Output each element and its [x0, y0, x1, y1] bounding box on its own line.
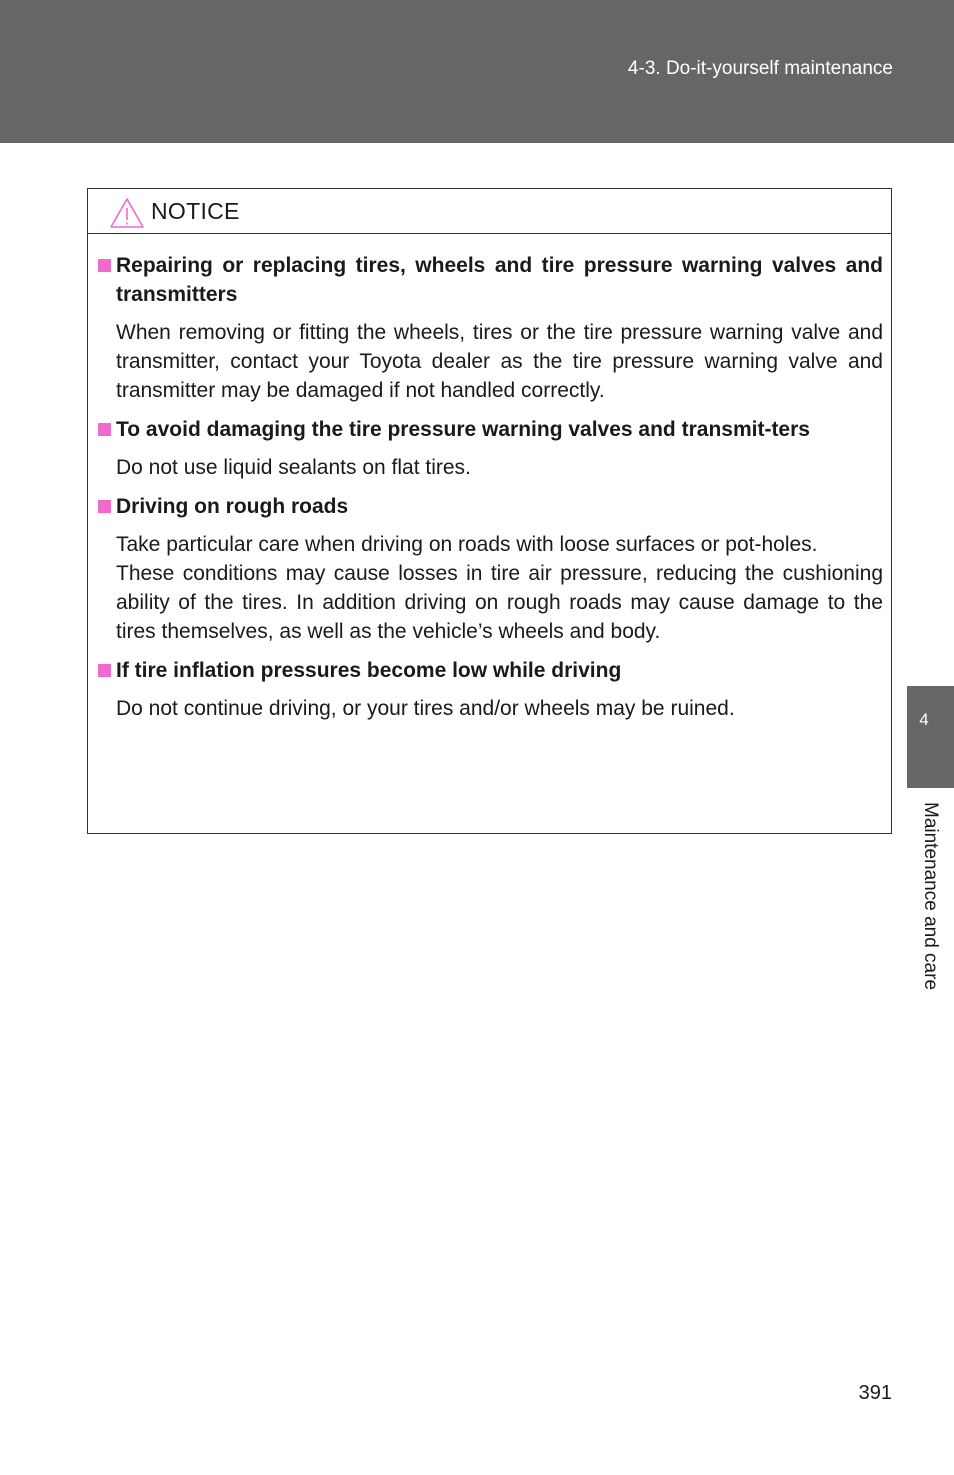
pink-square-bullet-icon [98, 500, 111, 513]
notice-item-heading: To avoid damaging the tire pressure warning valves and transmit-ters [96, 415, 883, 444]
notice-item-heading: Driving on rough roads [96, 492, 883, 521]
notice-item [96, 251, 883, 405]
notice-item-text: When removing or fitting the wheels, tires or the tire pressure warning valve and transmitter, contact your Toyota dealer as the tire pressure warning valve and transmitter may be damaged if not handled correctly. [116, 321, 883, 402]
pink-square-bullet-icon [98, 423, 111, 436]
notice-item-heading: Repairing or replacing tires, wheels and tire pressure warning valves and transmitters [96, 251, 883, 309]
notice-header [88, 189, 891, 234]
notice-item-text: Do not continue driving, or your tires and/or wheels may be ruined. [116, 697, 735, 720]
section-title: 4-3. Do-it-yourself maintenance [627, 58, 893, 79]
notice-item-heading: If tire inflation pressures become low while driving [96, 656, 883, 685]
notice-item [96, 492, 883, 646]
page-number: 391 [858, 1382, 892, 1404]
notice-body [88, 234, 891, 723]
notice-item [96, 656, 883, 723]
notice-item-text: Take particular care when driving on roads with loose surfaces or pot-holes. These conditions may cause losses in tire air pressure, reducing the cushioning ability of the tires. In addition driving on rough roads may cause damage to the tires themselves, as well as the vehicle’s wheels and body. [116, 533, 883, 643]
notice-box [87, 188, 892, 834]
pink-square-bullet-icon [98, 664, 111, 677]
warning-triangle-icon [109, 197, 145, 229]
notice-label: NOTICE [151, 198, 240, 224]
notice-item-text: Do not use liquid sealants on flat tires. [116, 456, 471, 479]
pink-square-bullet-icon [98, 259, 111, 272]
notice-item [96, 415, 883, 482]
header-bar [0, 0, 954, 143]
chapter-tab [907, 686, 954, 788]
chapter-label: Maintenance and care [920, 802, 941, 991]
chapter-number: 4 [919, 710, 929, 729]
